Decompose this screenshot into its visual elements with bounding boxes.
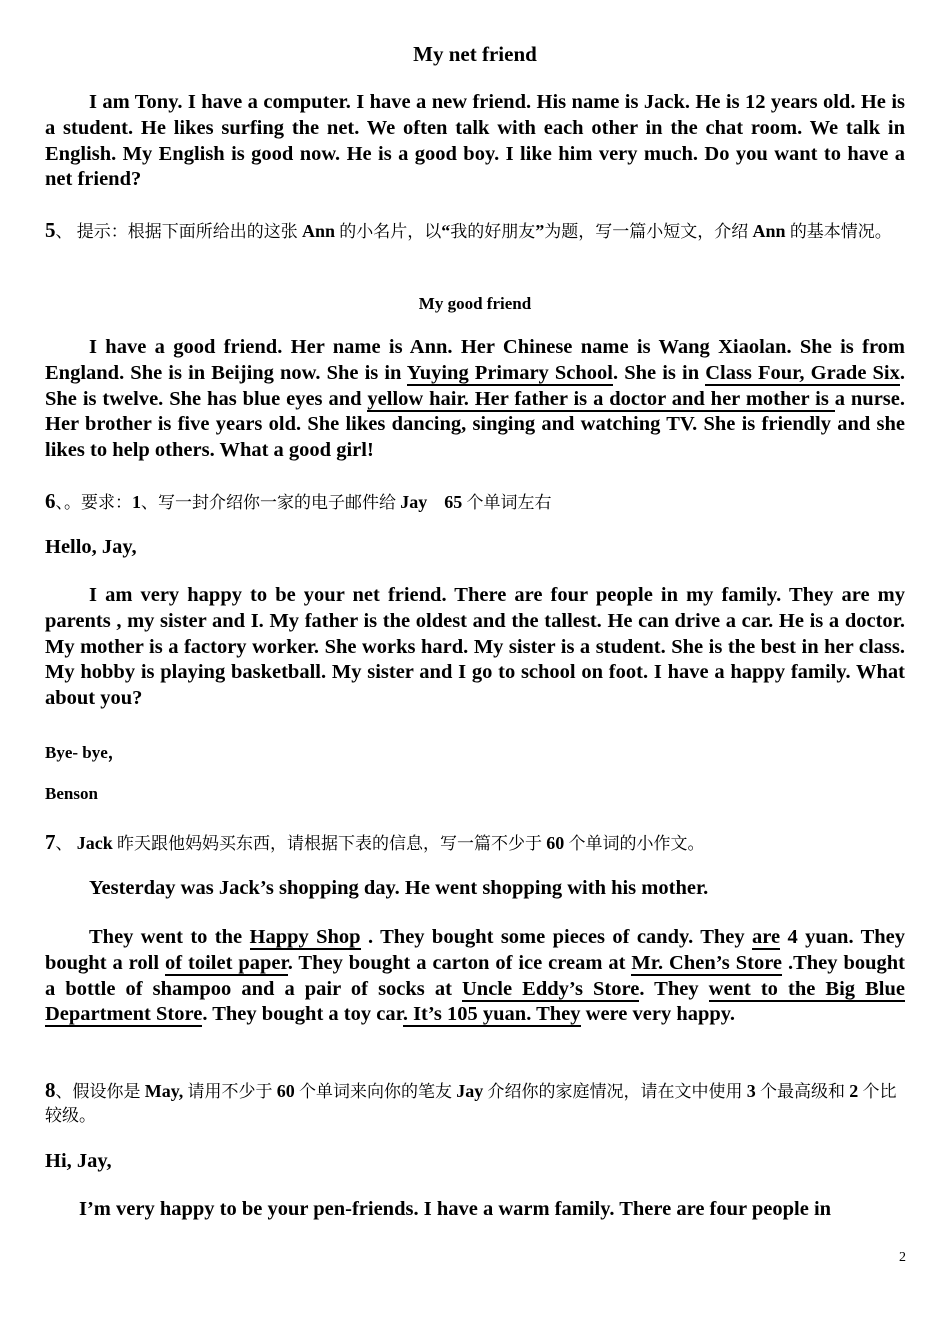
task-7-prompt: 7、 Jack 昨天跟他妈妈买东西，请根据下表的信息，写一篇不少于 60 个单词的小作文。 xyxy=(45,830,705,854)
email-greeting: Hello, Jay, xyxy=(45,536,137,558)
shopping-intro: Yesterday was Jack’s shopping day. He went shopping with his mother. xyxy=(89,877,709,899)
underlined-answer: . It’s 105 yuan. They xyxy=(402,1003,581,1026)
net-friend-essay: I am Tony. I have a computer. I have a new friend. His name is Jack. He is 12 years old. He is a student. He likes surfing the net. We often talk with each other in the chat room. We talk in English. My English is good now. He is a good boy. I like him very much. Do you want to have a net friend? xyxy=(45,91,905,191)
email-signature: Benson xyxy=(45,784,98,803)
underlined-answer: of toilet paper xyxy=(164,951,288,974)
underlined-answer: went to the Big Blue Department Store xyxy=(45,977,905,1026)
warm-family-letter: I’m very happy to be your pen-friends. I have a warm family. There are four people in xyxy=(79,1198,832,1220)
underlined-answer: Yuying Primary School xyxy=(406,361,613,384)
task-6-prompt: 6、。要求：1、写一封介绍你一家的电子邮件给 Jay 65 个单词左右 xyxy=(45,489,552,513)
underlined-answer: yellow hair. Her father is a doctor and her mother is xyxy=(367,387,835,410)
underlined-answer: Mr. Chen’s Store xyxy=(631,951,783,974)
page-number: 2 xyxy=(899,1250,906,1265)
underlined-answer: Class Four, Grade Six xyxy=(705,361,900,384)
shopping-essay: They went to the Happy Shop . They bought some pieces of candy. They are 4 yuan. They bought a roll of toilet paper. They bought a carton of ice cream at Mr. Chen’s Store .They bought a bottle of shampoo and a pair of socks at Uncle Eddy’s Store. They went to the Big Blue Department Store. They bought a toy car. It’s 105 yuan. They were very happy. xyxy=(45,926,906,1026)
task-8-prompt: 8、假设你是 May, 请用不少于 60 个单词来向你的笔友 Jay 介绍你的家庭情况，请在文中使用 3 个最高级和 2 个比较级。 xyxy=(45,1078,897,1125)
email-closing: Bye- bye， xyxy=(45,743,125,762)
task-5-prompt: 5、 提示：根据下面所给出的这张 Ann 的小名片，以“我的好朋友”为题，写一篇小短文，介绍 Ann 的基本情况。 xyxy=(45,218,892,242)
family-email-body: I am very happy to be your net friend. There are four people in my family. They are my parents , my sister and I. My father is the oldest and the tallest. He can drive a car. He is a doctor. My mother is a factory worker. She works hard. My sister is a student. She is the best in her class. My hobby is playing basketball. My sister and I go to school on foot. I have a happy family. What about you? xyxy=(45,584,905,710)
underlined-answer: Happy Shop xyxy=(249,926,361,948)
letter-greeting: Hi, Jay, xyxy=(45,1150,112,1172)
section-title-good-friend: My good friend xyxy=(418,294,532,313)
good-friend-essay: I have a good friend. Her name is Ann. Her Chinese name is Wang Xiaolan. She is from England. She is in Beijing now. She is in Yuying Primary School. She is in Class Four, Grade Six. She is twelve. She has blue eyes and yellow hair. Her father is a doctor and her mother is a nurse. Her brother is five years old. She likes dancing, singing and watching TV. She is friendly and she likes to help others. What a good girl! xyxy=(45,336,905,462)
underlined-answer: are xyxy=(752,926,781,948)
section-title-net-friend: My net friend xyxy=(413,42,537,66)
underlined-answer: Uncle Eddy’s Store xyxy=(462,977,640,1000)
